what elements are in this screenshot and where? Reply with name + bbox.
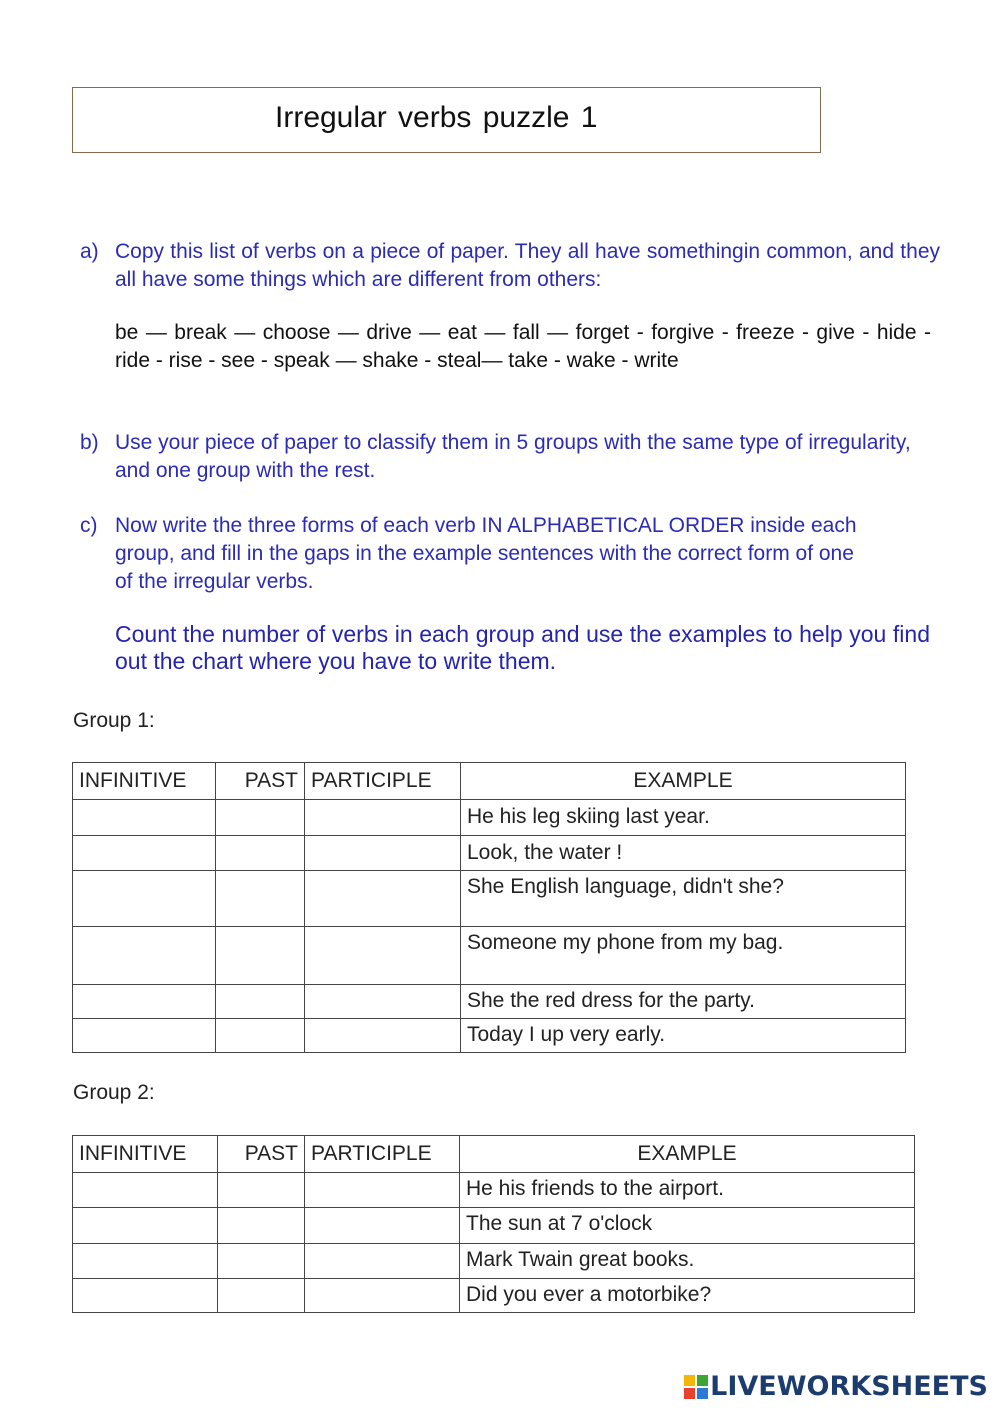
participle-cell[interactable] — [305, 927, 461, 985]
infinitive-cell[interactable] — [73, 871, 216, 927]
table-row — [73, 1019, 906, 1053]
infinitive-cell[interactable] — [73, 800, 216, 836]
participle-cell[interactable] — [305, 985, 461, 1019]
table-row — [73, 985, 906, 1019]
example-cell: He his friends to the airport. — [460, 1173, 915, 1208]
table-row — [73, 1244, 915, 1279]
liveworksheets-logo-icon — [684, 1375, 708, 1399]
past-cell[interactable] — [216, 800, 305, 836]
header-example: EXAMPLE — [461, 763, 906, 800]
table-row — [73, 1279, 915, 1313]
group-2-label: Group 2: — [73, 1081, 155, 1104]
header-past: PAST — [216, 763, 305, 800]
participle-cell[interactable] — [305, 871, 461, 927]
example-cell: She English language, didn't she? — [461, 871, 906, 927]
table-row — [73, 1208, 915, 1244]
instruction-b-label: b) — [80, 431, 99, 454]
example-cell: Look, the water ! — [461, 836, 906, 871]
header-example: EXAMPLE — [460, 1136, 915, 1173]
past-cell[interactable] — [218, 1279, 305, 1313]
header-past: PAST — [218, 1136, 305, 1173]
instruction-a — [80, 238, 940, 294]
table-row — [73, 871, 906, 927]
group-1-label: Group 1: — [73, 709, 155, 732]
infinitive-cell[interactable] — [73, 1173, 218, 1208]
instruction-c-text: Now write the three forms of each verb IN ALPHABETICAL ORDER inside each group, and fill in the gaps in the example sentences with the correct form of one of the irregular verbs. — [115, 514, 857, 593]
table-row — [73, 1173, 915, 1208]
header-participle: PARTICIPLE — [305, 1136, 460, 1173]
instruction-b — [80, 429, 940, 485]
example-cell: He his leg skiing last year. — [461, 800, 906, 836]
participle-cell[interactable] — [305, 1279, 460, 1313]
example-cell: Today I up very early. — [461, 1019, 906, 1053]
header-participle: PARTICIPLE — [305, 763, 461, 800]
infinitive-cell[interactable] — [73, 985, 216, 1019]
table-row — [73, 927, 906, 985]
instruction-a-text: Copy this list of verbs on a piece of paper. They all have somethingin common, and they all have some things which are different from others: — [115, 240, 940, 291]
participle-cell[interactable] — [305, 1244, 460, 1279]
example-cell: Did you ever a motorbike? — [460, 1279, 915, 1313]
logo-text: LIVEWORKSHEETS — [710, 1371, 988, 1402]
infinitive-cell[interactable] — [73, 1019, 216, 1053]
table-header-row — [73, 1136, 915, 1173]
logo-square-1 — [684, 1375, 695, 1386]
participle-cell[interactable] — [305, 800, 461, 836]
past-cell[interactable] — [218, 1173, 305, 1208]
past-cell[interactable] — [216, 1019, 305, 1053]
logo-square-3 — [684, 1388, 695, 1399]
group-2-table — [72, 1135, 915, 1313]
logo-square-4 — [697, 1388, 708, 1399]
participle-cell[interactable] — [305, 1019, 461, 1053]
past-cell[interactable] — [216, 927, 305, 985]
example-cell: She the red dress for the party. — [461, 985, 906, 1019]
infinitive-cell[interactable] — [73, 927, 216, 985]
example-cell: Someone my phone from my bag. — [461, 927, 906, 985]
example-cell: Mark Twain great books. — [460, 1244, 915, 1279]
page-title: Irregular verbs puzzle 1 — [275, 101, 598, 134]
table-row — [73, 836, 906, 871]
infinitive-cell[interactable] — [73, 1244, 218, 1279]
group-1-table — [72, 762, 906, 1053]
infinitive-cell[interactable] — [73, 836, 216, 871]
example-cell: The sun at 7 o'clock — [460, 1208, 915, 1244]
participle-cell[interactable] — [305, 1208, 460, 1244]
past-cell[interactable] — [216, 985, 305, 1019]
instruction-a-label: a) — [80, 240, 99, 263]
instruction-c — [80, 512, 940, 596]
instruction-b-text: Use your piece of paper to classify them in 5 groups with the same type of irregularity, and one group with the rest. — [115, 431, 911, 482]
instruction-c-label: c) — [80, 514, 98, 537]
past-cell[interactable] — [216, 871, 305, 927]
verb-list: be — break — choose — drive — eat — fall — forget - forgive - freeze - give - hide - ride - rise - see - speak — shake - steal— take - wake - write — [115, 321, 931, 372]
header-infinitive: INFINITIVE — [73, 1136, 218, 1173]
header-infinitive: INFINITIVE — [73, 763, 216, 800]
participle-cell[interactable] — [305, 836, 461, 871]
table-header-row — [73, 763, 906, 800]
table-row — [73, 800, 906, 836]
logo-square-2 — [697, 1375, 708, 1386]
past-cell[interactable] — [218, 1208, 305, 1244]
infinitive-cell[interactable] — [73, 1208, 218, 1244]
past-cell[interactable] — [216, 836, 305, 871]
liveworksheets-logo[interactable] — [684, 1371, 988, 1402]
past-cell[interactable] — [218, 1244, 305, 1279]
instruction-note: Count the number of verbs in each group and use the examples to help you find out the chart where you have to write them. — [115, 621, 930, 674]
participle-cell[interactable] — [305, 1173, 460, 1208]
infinitive-cell[interactable] — [73, 1279, 218, 1313]
